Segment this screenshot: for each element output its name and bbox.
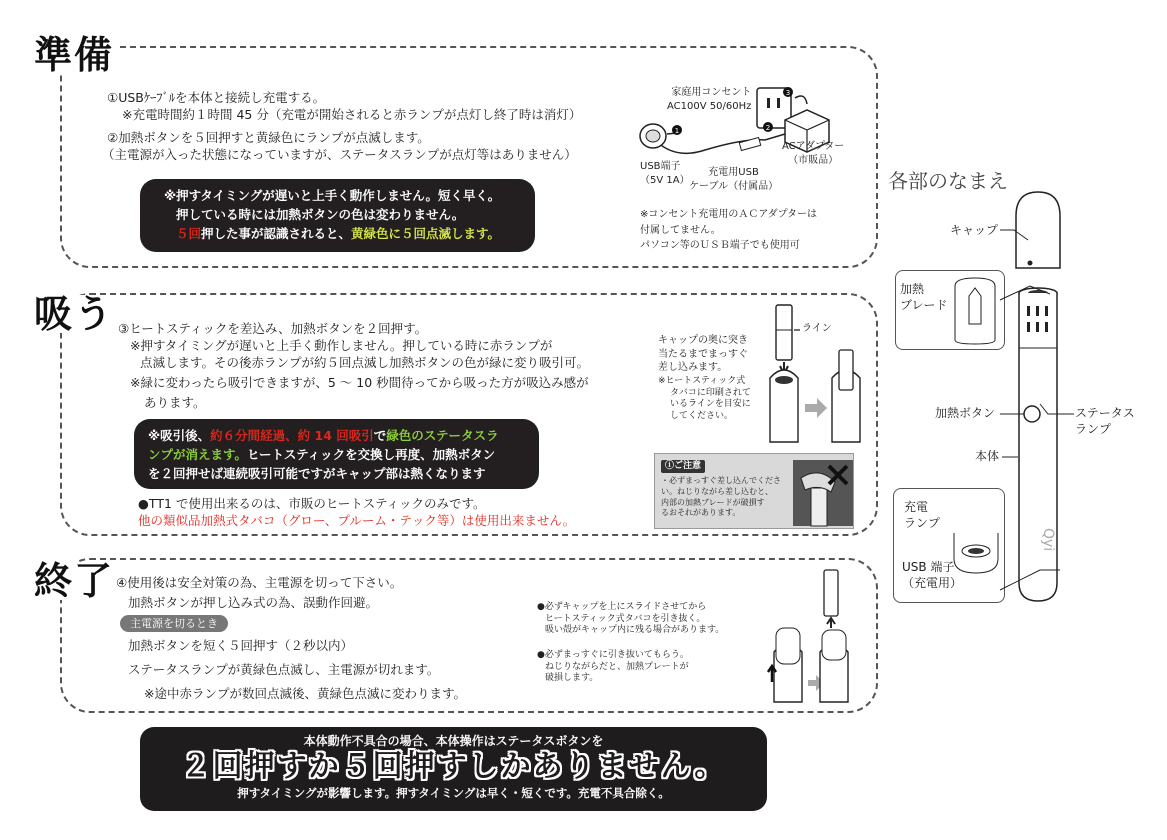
inhale-line3: 点滅します。その後赤ランプが約５回点滅し加熱ボタンの色が緑に変り吸引可。: [140, 355, 590, 370]
prepare-notice-line3: [154, 225, 521, 244]
inhale-notice-line2: ンプが消えます。ヒートスティックを交換し再度、加熱ボタン: [148, 446, 496, 462]
prepare-line1: ①USBｹｰﾌﾞﾙを本体と接続し充電する。: [107, 90, 326, 105]
prepare-line3: ②加熱ボタンを５回押すと黄緑色にランプが点滅します。: [107, 130, 430, 145]
prepare-notice-line2: 押している時には加熱ボタンの色は変わりません。: [176, 206, 465, 222]
charge-detail-box: [893, 488, 1005, 603]
device-illustration: [1008, 188, 1068, 608]
prepare-line4: （主電源が入った状態になっていますが、ステータスランプが点灯等はありません）: [102, 147, 577, 162]
inhale-notice-line1: ※吸引後、約６分間経過、約 14 回吸引で緑色のステータスラ: [148, 428, 499, 443]
body-logo: Qyi: [1040, 528, 1056, 552]
charge-port-icon: [952, 529, 1002, 579]
svg-text:1: 1: [674, 127, 680, 135]
finish-line1: ④使用後は安全対策の為、主電源を切って下さい。: [116, 575, 403, 590]
parts-title: 各部のなまえ: [888, 169, 1008, 193]
inhale-line4: ※緑に変わったら吸引できますが、5 ～ 10 秒間待ってから吸った方が吸込み感が: [130, 375, 589, 390]
adapter-note: ※コンセント充電用のＡＣアダプターは 付属してません。 パソコン等のＵＳＢ端子でも使用可: [640, 209, 817, 251]
five-times-text: ５回: [176, 225, 202, 241]
insert-note: キャップの奥に突き 当たるまでまっすぐ 差し込みます。: [658, 335, 748, 373]
twisting-hand-icon: [793, 460, 853, 526]
insert-note-sub: ※ヒートスティック式 タバコに印刷されて いるラインを目安に してください。: [658, 376, 751, 422]
bottom-banner: [140, 727, 767, 811]
remove-note-2: ●必ずまっすぐに引き抜いてもらう。 ねじりながらだと、加熱プレートが 破損します。: [537, 650, 689, 684]
spent-stick-icon: [824, 570, 838, 616]
finish-line3: 加熱ボタンを短く５回押す（２秒以内）: [128, 638, 354, 653]
caution-text: ・必ずまっすぐ差し込んでくださ い。ねじりながら差し込むと、 内部の加熱ブレードが破損す るおそれがあります。: [661, 476, 781, 518]
finish-heading: 終了: [30, 562, 118, 600]
similar-product-warning: 他の類似品加熱式タバコ（グロー、プルーム・テック等）は使用出来ません。: [138, 513, 576, 528]
cap-label: キャップ: [950, 223, 999, 237]
prepare-heading: 準備: [30, 36, 118, 74]
inhale-notice-box: [134, 419, 539, 489]
status-lamp-label: ステータス ランプ: [1075, 406, 1135, 437]
adapter-label: ACアダプター （市販品）: [782, 141, 845, 166]
bottom-sub-text: 押すタイミングが影響します。押すタイミングは早く・短くです。充電不具合除く。: [237, 786, 670, 800]
removal-diagram: [768, 568, 868, 708]
inhale-line1: ③ヒートスティックを差込み、加熱ボタンを２回押す。: [118, 321, 428, 336]
outlet-label: 家庭用コンセント AC100V 50/60Hz: [667, 87, 752, 112]
bottom-big-text: ２回押すか５回押すしかありません。: [180, 749, 727, 784]
remove-note-1: ●必ずキャップを上にスライドさせてから ヒートスティック式タバコを引き抜く。 吸い殻がキャップ内に残る場合があります。: [537, 602, 725, 636]
heat-button-label: 加熱ボタン: [935, 406, 996, 420]
finish-line4: ステータスランプが黄緑色点滅し、主電源が切れます。: [128, 662, 440, 677]
recognized-text: 押した事が認識されると、: [201, 225, 352, 241]
prepare-line2: ※充電時間約１時間 45 分（充電が開始されると赤ランプが点灯し終了時は消灯）: [122, 107, 582, 122]
charge-lamp-label: 充電 ランプ: [904, 500, 941, 531]
heat-button-leader: [1000, 410, 1030, 420]
caution-title: ⓘご注意: [661, 460, 705, 473]
inhale-notice-line3: を２回押せば連続吸引可能ですがキャップ部は熱くなります: [148, 465, 486, 481]
bottom-top-text: 本体動作不具合の場合、本体操作はステータスボタンを: [303, 734, 604, 748]
info-icon: ⓘ: [665, 461, 675, 471]
svg-text:3: 3: [785, 89, 791, 97]
body-icon: [1019, 293, 1057, 601]
body-label: 本体: [975, 449, 1000, 463]
prepare-notice-line1: ※押すタイミングが遅いと上手く動作しません。短く早く。: [164, 188, 501, 203]
heatstick-icon: [776, 305, 792, 360]
blade-icon: [951, 276, 1001, 346]
cable-label: 充電用USB ケーブル（付属品）: [689, 167, 779, 192]
cap-leader: [1000, 226, 1030, 242]
tt1-line: ●TT1 で使用出来るのは、市販のヒートスティックのみです。: [138, 496, 486, 511]
inhale-heading: 吸う: [30, 295, 118, 333]
caution-box: [654, 453, 854, 529]
svg-text:2: 2: [765, 124, 771, 132]
status-lamp-leader: [1040, 402, 1080, 422]
insertion-diagram: [760, 300, 870, 450]
finish-line2: 加熱ボタンが押し込み式の為、誤動作回避。: [128, 595, 379, 610]
body-leader: [1002, 453, 1032, 463]
yellow-blink-text: 黄緑色に５回点滅します。: [351, 225, 501, 241]
blade-detail-box: [895, 270, 1005, 350]
inhale-line5: あります。: [144, 395, 206, 410]
usb-port-label: USB端子 （5V 1A）: [640, 161, 690, 186]
usb-port-part-label: USB 端子 （充電用）: [902, 560, 963, 591]
blade-leader: [1000, 280, 1060, 310]
prepare-notice-box: [140, 179, 535, 252]
line-label: ライン: [802, 323, 832, 334]
finish-line5: ※途中赤ランプが数回点滅後、黄緑色点滅に変わります。: [144, 686, 466, 701]
power-off-pill: 主電源を切るとき: [120, 615, 228, 632]
charge-box-leader: [1000, 565, 1070, 595]
inhale-line2: ※押すタイミングが遅いと上手く動作しません。押している時に赤ランプが: [130, 338, 553, 353]
blade-label: 加熱 ブレード: [900, 282, 948, 313]
